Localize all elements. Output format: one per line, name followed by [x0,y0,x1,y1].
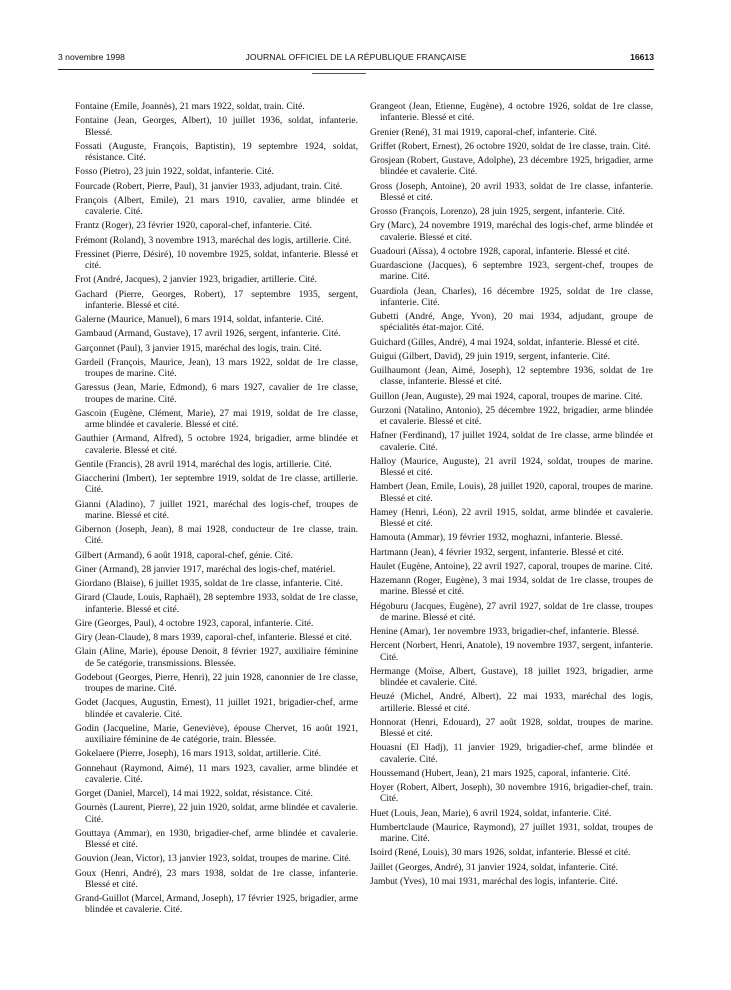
list-item: Isoird (René, Louis), 30 mars 1926, soldat, infanterie. Blessé et cité. [370,847,631,859]
list-item: Guillon (Jean, Auguste), 29 mai 1924, caporal, troupes de marine. Cité. [370,390,643,402]
list-item: Guardiola (Jean, Charles), 16 décembre 1925, soldat de 1re classe, infanterie. Cité. [370,285,653,308]
list-item: Gournès (Laurent, Pierre), 22 juin 1920, soldat, arme blindée et cavalerie. Cité. [75,802,358,825]
list-item: Gambaud (Armand, Gustave), 17 avril 1926, sergent, infanterie. Cité. [75,328,341,340]
list-item: Godin (Jacqueline, Marie, Geneviève), épouse Chervet, 16 août 1921, auxiliaire féminine de 4e catégorie, train. Blessée. [75,722,358,745]
list-item: Grenier (René), 31 mai 1919, caporal-chef, infanterie. Cité. [370,126,597,138]
list-item: Grand-Guillot (Marcel, Armand, Joseph), 17 février 1925, brigadier, arme blindée et cavalerie. Cité. [75,893,358,916]
list-item: Giry (Jean-Claude), 8 mars 1939, caporal-chef, infanterie. Blessé et cité. [75,632,352,643]
list-item: Fourcade (Robert, Pierre, Paul), 31 janvier 1933, adjudant, train. Cité. [75,180,343,192]
list-item: François (Albert, Emile), 21 mars 1910, cavalier, arme blindée et cavalerie. Cité. [75,194,358,217]
list-item: Grosjean (Robert, Gustave, Adolphe), 23 décembre 1925, brigadier, arme blindée et cavalerie. Cité. [370,155,653,178]
list-item: Haulet (Eugène, Antoine), 22 avril 1927, caporal, troupes de marine. Cité. [370,560,653,572]
left-column [75,101,358,919]
list-item: Honnorat (Henri, Edouard), 27 août 1928, soldat, troupes de marine. Blessé et cité. [370,716,653,739]
list-item: Gry (Marc), 24 novembre 1919, maréchal des logis-chef, arme blindée et cavalerie. Blessé et cité. [370,220,653,243]
list-item: Godebout (Georges, Pierre, Henri), 22 juin 1928, canonnier de 1re classe, troupes de marine. Cité. [75,671,358,694]
journal-title: JOURNAL OFFICIEL DE LA RÉPUBLIQUE FRANÇAISE [245,52,467,62]
list-item: Hafner (Ferdinand), 17 juillet 1924, soldat de 1re classe, arme blindée et cavalerie. Cité. [370,430,653,453]
list-item: Gauthier (Armand, Alfred), 5 octobre 1924, brigadier, arme blindée et cavalerie. Blessé et cité. [75,433,358,456]
list-item: Jambut (Yves), 10 mai 1931, maréchal des logis, infanterie. Cité. [370,875,618,887]
list-item: Garçonnet (Paul), 3 janvier 1915, maréchal des logis, train. Cité. [75,342,322,354]
list-item: Hoyer (Robert, Albert, Joseph), 30 novembre 1916, brigadier-chef, train. Cité. [370,782,653,805]
list-item: Glain (Aline, Marie), épouse Denoit, 8 février 1927, auxiliaire féminine de 5e catégorie, transmissions. Blessée. [75,646,358,669]
right-column [370,101,653,890]
list-item: Gire (Georges, Paul), 4 octobre 1923, caporal, infanterie. Cité. [75,617,314,629]
list-item: Gokelaere (Pierre, Joseph), 16 mars 1913, soldat, artillerie. Cité. [75,748,322,760]
list-item: Giordano (Blaise), 6 juillet 1935, soldat de 1re classe, infanterie. Cité. [75,578,343,589]
list-item: Hambert (Jean, Emile, Louis), 28 juillet 1920, caporal, troupes de marine. Blessé et cité. [370,481,653,504]
list-item: Godet (Jacques, Augustin, Ernest), 11 juillet 1921, brigadier-chef, arme blindée et cavalerie. Cité. [75,697,358,720]
list-item: Fontaine (Emile, Joannès), 21 mars 1922, soldat, train. Cité. [75,101,305,112]
list-item: Fossati (Auguste, François, Baptistin), 19 septembre 1924, soldat, résistance. Cité. [75,140,358,163]
page-number: 16613 [630,52,654,62]
list-item: Houssemand (Hubert, Jean), 21 mars 1925, caporal, infanterie. Cité. [370,767,631,779]
list-item: Halloy (Maurice, Auguste), 21 avril 1924, soldat, troupes de marine. Blessé et cité. [370,455,653,478]
list-item: Humbertclaude (Maurice, Raymond), 27 juillet 1931, soldat, troupes de marine. Cité. [370,821,653,844]
list-item: Gianni (Aladino), 7 juillet 1921, maréchal des logis-chef, troupes de marine. Blessé et cité. [75,498,358,521]
list-item: Guichard (Gilles, André), 4 mai 1924, soldat, infanterie. Blessé et cité. [370,336,640,348]
list-item: Jaillet (Georges, André), 31 janvier 1924, soldat, infanterie. Cité. [370,861,618,873]
list-item: Gilbert (Armand), 6 août 1918, caporal-chef, génie. Cité. [75,549,293,561]
list-item: Gouttaya (Ammar), en 1930, brigadier-chef, arme blindée et cavalerie. Blessé et cité. [75,827,358,850]
list-item: Fosso (Pietro), 23 juin 1922, soldat, infanterie. Cité. [75,166,274,178]
list-item: Gachard (Pierre, Georges, Robert), 17 septembre 1935, sergent, infanterie. Blessé et cité. [75,288,358,311]
page-header [58,52,654,66]
list-item: Garessus (Jean, Marie, Edmond), 6 mars 1927, cavalier de 1re classe, troupes de marine. Cité. [75,382,358,405]
list-item: Heuzé (Michel, André, Albert), 22 mai 1933, maréchal des logis, artillerie. Blessé et cité. [370,691,653,714]
list-item: Gardeil (François, Maurice, Jean), 13 mars 1922, soldat de 1re classe, troupes de marine. Cité. [75,356,358,379]
list-item: Frantz (Roger), 23 février 1920, caporal-chef, infanterie. Cité. [75,220,312,232]
list-item: Gorget (Daniel, Marcel), 14 mai 1922, soldat, résistance. Cité. [75,788,313,799]
list-item: Grosso (François, Lorenzo), 28 juin 1925, sergent, infanterie. Cité. [370,206,625,217]
header-date: 3 novembre 1998 [58,52,125,62]
list-item: Houasni (El Hadj), 11 janvier 1929, brigadier-chef, arme blindée et cavalerie. Cité. [370,742,653,765]
list-item: Gonnehaut (Raymond, Aimé), 11 mars 1923, cavalier, arme blindée et cavalerie. Cité. [75,762,358,785]
list-item: Huet (Louis, Jean, Marie), 6 avril 1924, soldat, infanterie. Cité. [370,807,612,819]
list-item: Henine (Amar), 1er novembre 1933, brigadier-chef, infanterie. Blessé. [370,626,640,637]
list-item: Guadouri (Aïssa), 4 octobre 1928, caporal, infanterie. Blessé et cité. [370,245,630,257]
list-item: Guigui (Gilbert, David), 29 juin 1919, sergent, infanterie. Cité. [370,350,611,362]
list-item: Griffet (Robert, Ernest), 26 octobre 1920, soldat de 1re classe, train. Cité. [370,140,651,152]
list-item: Gurzoni (Natalino, Antonio), 25 décembre 1922, brigadier, arme blindée et cavalerie. Blessé et cité. [370,404,653,427]
list-item: Guilhaumont (Jean, Aimé, Joseph), 12 septembre 1936, soldat de 1re classe, infanterie. Blessé et cité. [370,365,653,388]
list-item: Frémont (Roland), 3 novembre 1913, maréchal des logis, artillerie. Cité. [75,234,352,246]
list-item: Gouvion (Jean, Victor), 13 janvier 1923, soldat, troupes de marine. Cité. [75,853,352,865]
list-item: Goux (Henri, André), 23 mars 1938, soldat de 1re classe, infanterie. Blessé et cité. [75,867,358,890]
list-item: Giaccherini (Imbert), 1er septembre 1919, soldat de 1re classe, artillerie. Cité. [75,473,358,496]
list-item: Hercent (Norbert, Henri, Anatole), 19 novembre 1937, sergent, infanterie. Cité. [370,640,653,663]
list-item: Gibernon (Joseph, Jean), 8 mai 1928, conducteur de 1re classe, train. Cité. [75,524,358,547]
list-item: Guardascione (Jacques), 6 septembre 1923, sergent-chef, troupes de marine. Cité. [370,260,653,283]
list-item: Giner (Armand), 28 janvier 1917, maréchal des logis-chef, matériel. [75,563,336,575]
header-rule [58,69,654,70]
list-item: Hermange (Moïse, Albert, Gustave), 18 juillet 1923, brigadier, arme blindée et cavalerie. Cité. [370,665,653,688]
title-underline-rule [312,73,366,74]
list-item: Frot (André, Jacques), 2 janvier 1923, brigadier, artillerie. Cité. [75,274,317,286]
list-item: Grangeot (Jean, Etienne, Eugène), 4 octobre 1926, soldat de 1re classe, infanterie. Blessé et cité. [370,101,653,124]
list-item: Fressinet (Pierre, Désiré), 10 novembre 1925, soldat, infanterie. Blessé et cité. [75,248,358,271]
list-item: Hazemann (Roger, Eugène), 3 mai 1934, soldat de 1re classe, troupes de marine. Blessé et cité. [370,575,653,598]
list-item: Gascoin (Eugène, Clément, Marie), 27 mai 1919, soldat de 1re classe, arme blindée et cavalerie. Blessé et cité. [75,407,358,430]
list-item: Galerne (Maurice, Manuel), 6 mars 1914, soldat, infanterie. Cité. [75,314,324,325]
list-item: Gubetti (André, Ange, Yvon), 20 mai 1934, adjudant, groupe de spécialités état-major. Cité. [370,311,653,334]
list-item: Hamouta (Ammar), 19 février 1932, moghazni, infanterie. Blessé. [370,532,623,544]
list-item: Hamey (Henri, Léon), 22 avril 1915, soldat, arme blindée et cavalerie. Blessé et cité. [370,506,653,529]
list-item: Girard (Claude, Louis, Raphaël), 28 septembre 1933, soldat de 1re classe, infanterie. Blessé et cité. [75,592,358,615]
list-item: Hégoburu (Jacques, Eugène), 27 avril 1927, soldat de 1re classe, troupes de marine. Blessé et cité. [370,600,653,623]
list-item: Fontaine (Jean, Georges, Albert), 10 juillet 1936, soldat, infanterie. Blessé. [75,115,358,138]
list-item: Gentile (Francis), 28 avril 1914, maréchal des logis, artillerie. Cité. [75,458,332,470]
list-item: Hartmann (Jean), 4 février 1932, sergent, infanterie. Blessé et cité. [370,546,624,558]
list-item: Gross (Joseph, Antoine), 20 avril 1933, soldat de 1re classe, infanterie. Blessé et cité. [370,180,653,203]
